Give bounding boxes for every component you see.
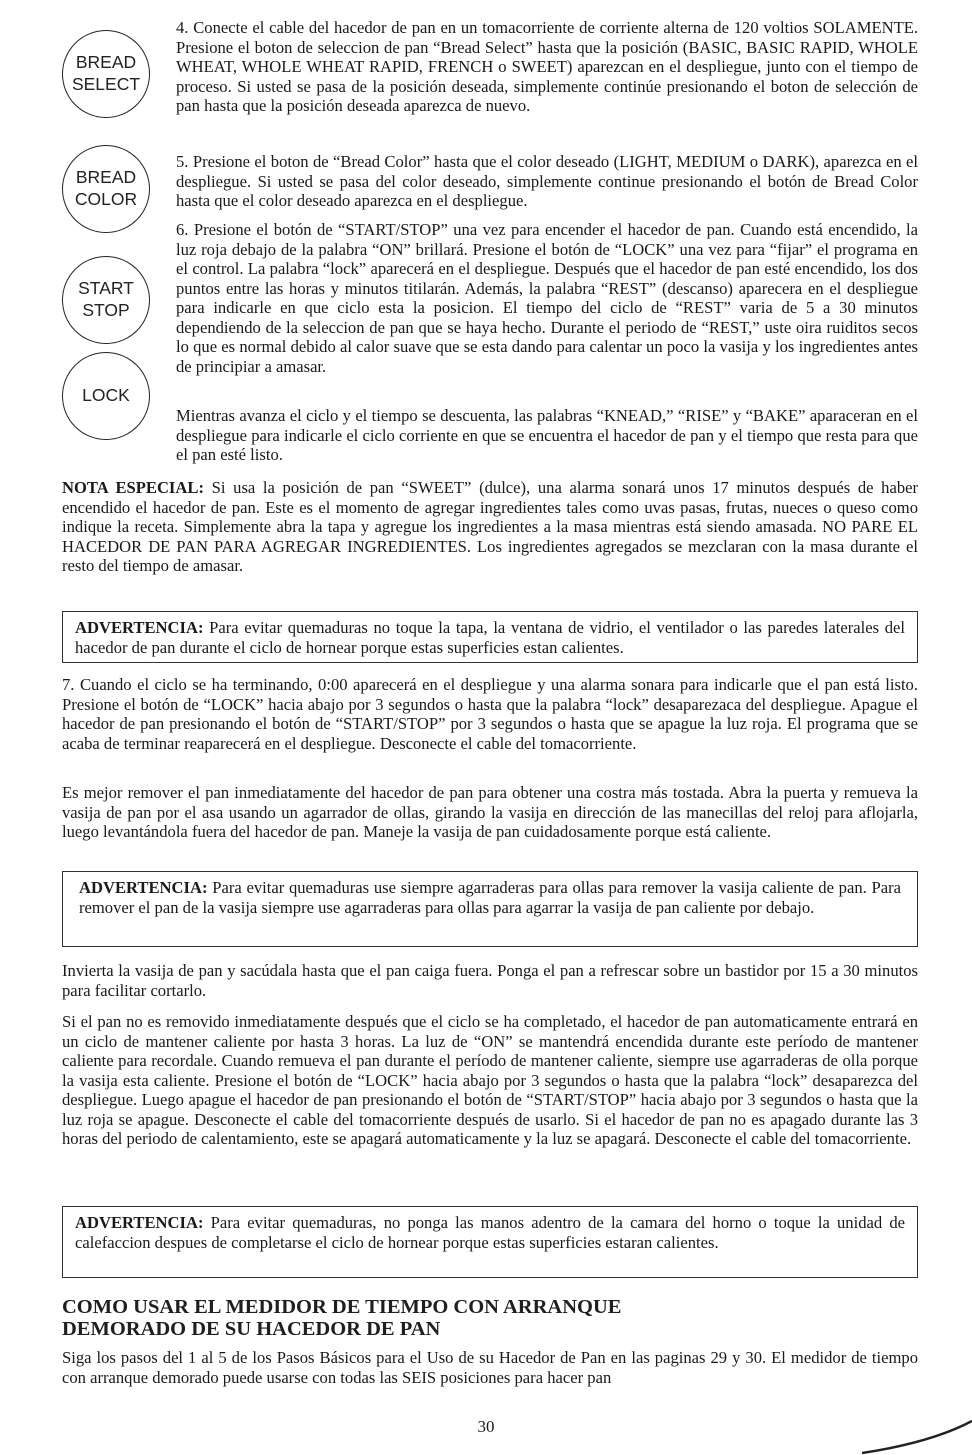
invert-pan-text: Invierta la vasija de pan y sacúdala hasta que el pan caiga fuera. Ponga el pan a refrescar sobre un bastidor por 15 a 30 minutos para facilitar cortarlo.	[62, 961, 918, 1000]
warning-1-text: Para evitar quemaduras no toque la tapa, la ventana de vidrio, el ventilador o las paredes laterales del hacedor de pan durante el ciclo de hornear porque estas superficies estan calientes.	[75, 618, 905, 657]
start-stop-button-illustration	[62, 256, 150, 344]
remove-bread-text: Es mejor remover el pan inmediatamente del hacedor de pan para obtener una costra más tostada. Abra la puerta y remueva la vasija de pan por el asa usando un agarrador de ollas, girando la vasija en dirección de las manecillas del reloj para aflojarla, luego levantándola fuera del hacedor de pan. Maneje la vasija de pan cuidadosamente porque está caliente.	[62, 783, 918, 842]
section-heading-line1: COMO USAR EL MEDIDOR DE TIEMPO CON ARRANQUE	[62, 1296, 622, 1318]
keep-warm-text: Si el pan no es removido inmediatamente después que el ciclo se ha completado, el hacedor de pan automaticamente entrará en un ciclo de mantener caliente por hasta 3 horas. La luz de “ON” se mantendrá encendida durante este período de mantener caliente para recordale. Cuando remueva el pan durante el período de mantener caliente, siempre use agarraderas de olla porque la vasija esta caliente. Presione el botón de “LOCK” hacia abajo por 3 segundos o hasta que la palabra “lock” desaparezca del despliegue. Luego apague el hacedor de pan presionando el botón de “START/STOP” hacia abajo por 3 segundos o hasta que la luz roja se apague. Desconecte el cable del tomacorriente después de usarlo. Si el hacedor de pan no es apagado durante las 3 horas del periodo de calentamiento, este se apagará automaticamente y la luz se apagará. Desconecte el cable del tomacorriente.	[62, 1012, 918, 1149]
start-stop-label-line2: STOP	[82, 300, 130, 320]
lock-label: LOCK	[82, 385, 130, 406]
bread-color-label-line1: BREAD	[75, 167, 137, 188]
special-note-text: Si usa la posición de pan “SWEET” (dulce), una alarma sonará unos 17 minutos después de haber encendido el hacedor de pan. Este es el momento de agregar ingredientes tales como uvas pasas, frutas, nueces o queso como indique la receta. Simplemente abra la tapa y agregue los ingredientes a la masa mientras está siendo amasada. NO PARE EL HACEDOR DE PAN PARA AGREGAR INGREDIENTES. Los ingredientes agregados se mezclaran con la masa durante el resto del tiempo de amasar.	[62, 478, 919, 576]
bread-color-button-illustration	[62, 145, 150, 233]
start-stop-label-line1: START	[78, 278, 134, 299]
scan-mark-decoration	[862, 1415, 972, 1455]
warning-1-label: ADVERTENCIA:	[75, 618, 204, 637]
bread-select-label-line2: SELECT	[71, 74, 141, 94]
section-heading	[62, 1297, 922, 1340]
warning-2-label: ADVERTENCIA:	[79, 878, 208, 897]
lock-button-illustration	[62, 352, 150, 440]
cycle-text: Mientras avanza el ciclo y el tiempo se descuenta, las palabras “KNEAD,” “RISE” y “BAKE” aparaceran en el despliegue para indicarle el ciclo corriente en que se encuentra el hacedor de pan y el tiempo que resta para que el pan esté listo.	[176, 406, 918, 465]
bread-select-button-illustration	[62, 30, 150, 118]
warning-box-1	[62, 611, 918, 663]
step-6-text: 6. Presione el botón de “START/STOP” una vez para encender el hacedor de pan. Cuando está encendido, la luz roja debajo de la palabra “ON” brillará. Presione el botón de “LOCK” una vez para “fijar” el programa en el control. La palabra “lock” aparecerá en el despliegue. Después que el hacedor de pan esté encendido, los dos puntos entre las horas y minutos titilarán. Además, la palabra “REST” (descanso) aparecera en el despliegue para indicarle en que ciclo esta la posicion. El tiempo del ciclo de “REST” varia de 5 a 30 minutos dependiendo de la seleccion de pan que se haya hecho. Durante el periodo de “REST,” uste oira ruiditos secos lo que es normal debido al calor suave que se esta dando para calentar un poco la vasija y los ingredientes antes de principiar a amasar.	[176, 220, 918, 377]
delay-timer-intro-text: Siga los pasos del 1 al 5 de los Pasos Básicos para el Uso de su Hacedor de Pan en las paginas 29 y 30. El medidor de tiempo con arranque demorado puede usarse con todas las SEIS posiciones para hacer pan	[62, 1348, 918, 1387]
warning-3-text: Para evitar quemaduras, no ponga las manos adentro de la camara del horno o toque la unidad de calefaccion despues de completarse el ciclo de hornear porque estas superficies estaran calientes.	[75, 1213, 905, 1252]
warning-box-3	[62, 1206, 918, 1278]
section-heading-line2: DEMORADO DE SU HACEDOR DE PAN	[62, 1317, 441, 1340]
special-note	[62, 478, 918, 576]
bread-color-label-line2: COLOR	[74, 189, 138, 209]
warning-2-text: Para evitar quemaduras use siempre agarraderas para ollas para remover la vasija caliente de pan. Para remover el pan de la vasija siempre use agarraderas para ollas para agarrar la vasija de pan caliente por debajo.	[79, 878, 901, 917]
warning-3-label: ADVERTENCIA:	[75, 1213, 204, 1232]
warning-box-2	[62, 871, 918, 947]
step-5-text: 5. Presione el boton de “Bread Color” hasta que el color deseado (LIGHT, MEDIUM o DARK), aparezca en el despliegue. Si usted se pasa del color deseado, simplemente continue presionando el botón de Bread Color hasta que el color deseado aparezca en el despliegue.	[176, 152, 918, 211]
page-number: 30	[477, 1417, 495, 1436]
step-4-text: 4. Conecte el cable del hacedor de pan en un tomacorriente de corriente alterna de 120 voltios SOLAMENTE. Presione el boton de seleccion de pan “Bread Select” hasta que la posición (BASIC, BASIC RAPID, WHOLE WHEAT, WHOLE WHEAT RAPID, FRENCH o SWEET) aparezcan en el despliegue, junto con el tiempo de proceso. Si usted se pasa de la posición deseada, simplemente continúe presionando el boton de selección de pan hasta que la posición deseada aparezca de nuevo.	[176, 18, 918, 116]
special-note-label: NOTA ESPECIAL:	[62, 478, 204, 497]
step-7-text: 7. Cuando el ciclo se ha terminando, 0:00 aparecerá en el despliegue y una alarma sonara para indicarle que el pan está listo. Presione el botón de “LOCK” hacia abajo por 3 segundos o hasta que la palabra “lock” desaparezaca del despliegue. Apague el hacedor de pan presionando el botón de “START/STOP” por 3 segundos o hasta que se apague la luz roja. El programa que se acaba de terminar reaparecerá en el despliegue. Desconecte el cable del tomacorriente.	[62, 675, 918, 753]
bread-select-label-line1: BREAD	[75, 52, 137, 73]
